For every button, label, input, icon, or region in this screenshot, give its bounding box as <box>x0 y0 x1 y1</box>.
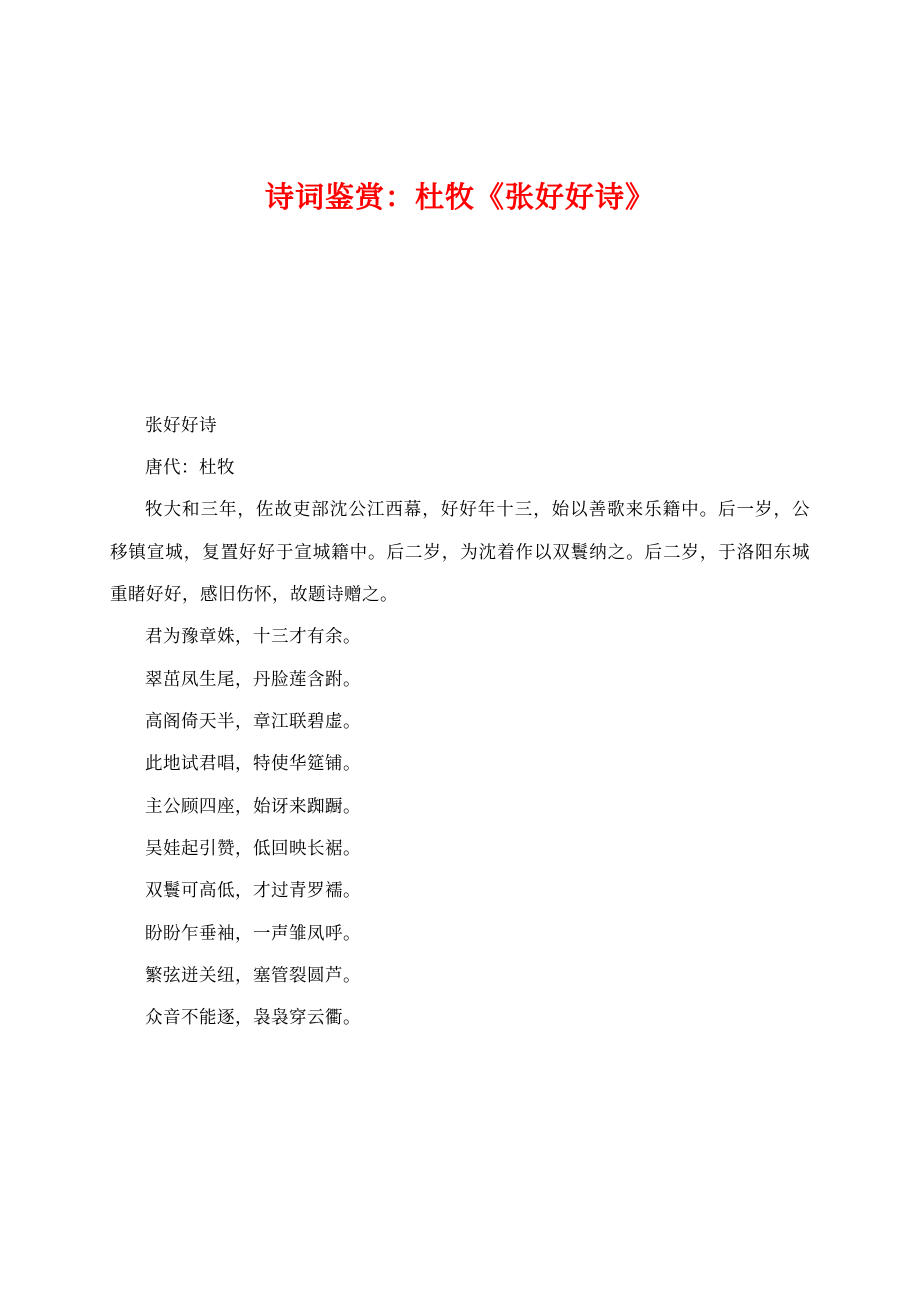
poem-line: 高阁倚天半，章江联碧虚。 <box>145 711 361 731</box>
poem-preface: 牧大和三年，佐故吏部沈公江西幕，好好年十三，始以善歌来乐籍中。后一岁，公移镇宣城，复置好好于宣城籍中。后二岁，为沈着作以双鬟纳之。后二岁，于洛阳东城重睹好好，感旧伤怀，故题诗赠之。 <box>110 499 810 604</box>
poem-line: 翠茁凤生尾，丹脸莲含跗。 <box>145 668 361 689</box>
poem-line: 主公顾四座，始讶来踟蹰。 <box>145 795 361 816</box>
poem-line: 双鬟可高低，才过青罗襦。 <box>145 880 361 901</box>
poem-line: 众音不能逐，袅袅穿云衢。 <box>145 1007 361 1028</box>
document-body <box>110 404 810 1039</box>
poem-line: 繁弦迸关纽，塞管裂圆芦。 <box>145 965 361 986</box>
poem-line: 盼盼乍垂袖，一声雏凤呼。 <box>145 922 361 943</box>
poem-line: 吴娃起引赞，低回映长裾。 <box>145 838 361 859</box>
poem-title: 张好好诗 <box>145 414 217 435</box>
poem-line: 此地试君唱，特使华筵铺。 <box>145 753 361 774</box>
page-title: 诗词鉴赏：杜牧《张好好诗》 <box>264 182 655 214</box>
poem-byline: 唐代：杜牧 <box>145 456 235 477</box>
poem-line: 君为豫章姝，十三才有余。 <box>145 626 361 647</box>
